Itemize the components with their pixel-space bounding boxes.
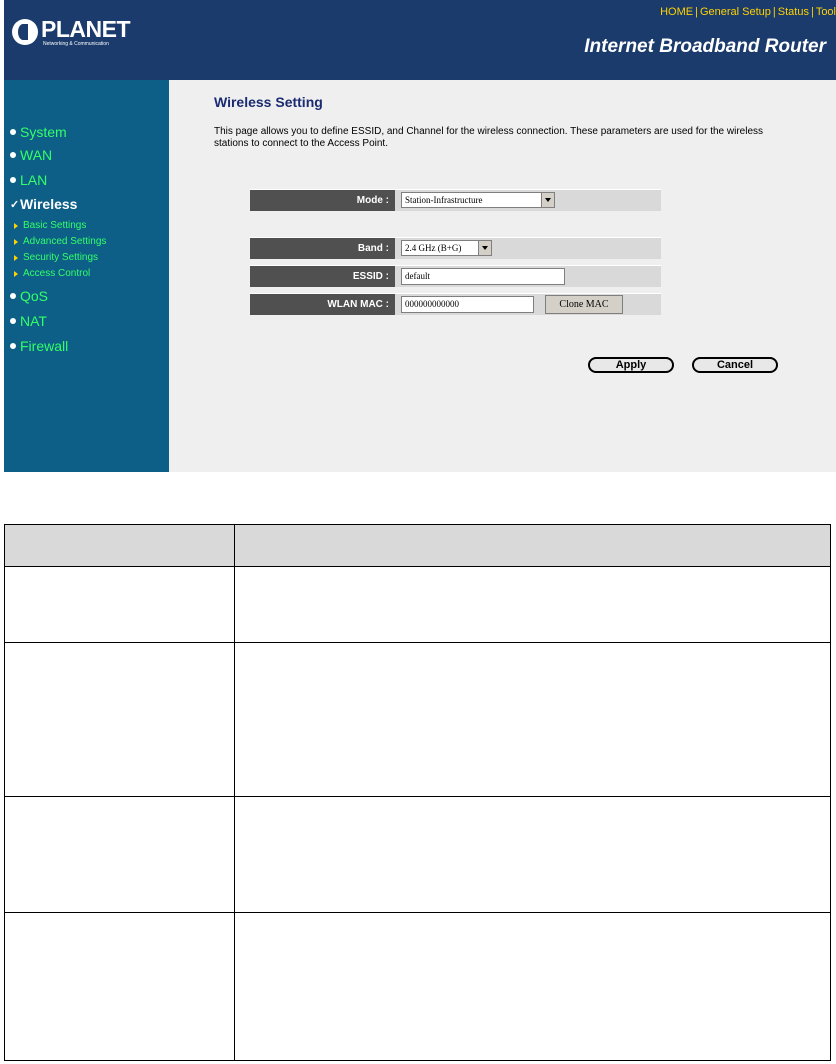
sidebar-item-wan[interactable] <box>10 147 52 163</box>
sidebar-sub-label: Access Control <box>23 268 91 279</box>
sidebar-item-label: NAT <box>20 313 47 329</box>
link-tool[interactable]: Tool <box>815 6 836 18</box>
table-cell <box>5 797 235 913</box>
link-home[interactable]: HOME <box>660 6 694 18</box>
mode-label: Mode : <box>250 190 395 211</box>
sidebar-item-lan[interactable] <box>10 172 47 188</box>
table-cell <box>5 567 235 643</box>
sidebar-item-label: QoS <box>20 288 49 304</box>
band-select-value: 2.4 GHz (B+G) <box>405 243 462 253</box>
sidebar-item-wireless[interactable] <box>10 196 77 212</box>
arrow-right-icon <box>14 239 18 245</box>
sidebar-sub-label: Advanced Settings <box>23 236 107 247</box>
table-cell <box>5 643 235 797</box>
sidebar-item-nat[interactable] <box>10 313 47 329</box>
checkmark-icon: ✓ <box>10 198 20 211</box>
table-header-cell <box>235 525 831 567</box>
table-header-row <box>5 525 831 567</box>
table-cell <box>235 643 831 797</box>
mode-select-value: Station-Infrastructure <box>405 195 483 205</box>
sidebar-item-label: System <box>20 124 67 140</box>
header-bar <box>4 0 836 80</box>
planet-logo-icon <box>12 19 38 45</box>
sidebar-item-qos[interactable] <box>10 288 48 304</box>
parameter-table <box>4 524 831 1061</box>
table-row <box>5 643 831 797</box>
table-cell <box>235 797 831 913</box>
band-label: Band : <box>250 238 395 259</box>
link-status[interactable]: Status <box>777 6 809 18</box>
wlan-mac-label: WLAN MAC : <box>250 294 395 315</box>
planet-logo <box>12 12 130 52</box>
sidebar-item-label: WAN <box>20 147 53 163</box>
sidebar-item-label: Firewall <box>20 338 69 354</box>
table-row <box>5 797 831 913</box>
sidebar-item-label: Wireless <box>20 196 78 212</box>
bullet-icon <box>10 152 16 158</box>
sidebar-item-firewall[interactable] <box>10 338 68 354</box>
sidebar-sub-basic-settings[interactable] <box>14 220 86 231</box>
chevron-down-icon[interactable] <box>541 193 554 207</box>
sidebar-item-system[interactable] <box>10 124 67 140</box>
table-cell <box>5 913 235 1061</box>
mode-row <box>250 189 661 211</box>
table-row <box>5 913 831 1061</box>
logo-tagline: Networking & Communication <box>43 41 109 47</box>
table-cell <box>235 567 831 643</box>
arrow-right-icon <box>14 255 18 261</box>
top-links: HOME | General Setup | Status | Tool <box>660 6 836 18</box>
sidebar-sub-label: Basic Settings <box>23 220 87 231</box>
arrow-right-icon <box>14 223 18 229</box>
table-header-cell <box>5 525 235 567</box>
logo-text: PLANET <box>41 16 130 42</box>
essid-row <box>250 265 661 287</box>
bullet-icon <box>10 177 16 183</box>
page-title: Wireless Setting <box>214 94 323 110</box>
table-row <box>5 567 831 643</box>
page-description: This page allows you to define ESSID, and Channel for the wireless connection. These parameters are used for the wireless stations to connect to the Access Point. <box>214 126 763 149</box>
table-cell <box>235 913 831 1061</box>
mode-select[interactable] <box>401 192 555 208</box>
band-select[interactable] <box>401 240 492 256</box>
sidebar-sub-advanced-settings[interactable] <box>14 236 106 247</box>
apply-button[interactable]: Apply <box>588 357 674 373</box>
bullet-icon <box>10 129 16 135</box>
bullet-icon <box>10 343 16 349</box>
product-title: Internet Broadband Router <box>584 36 826 57</box>
bullet-icon <box>10 318 16 324</box>
essid-input[interactable]: default <box>401 268 565 285</box>
wlan-mac-input[interactable]: 000000000000 <box>401 296 534 313</box>
sidebar-item-label: LAN <box>20 172 48 188</box>
wlan-mac-row <box>250 293 661 315</box>
band-row <box>250 237 661 259</box>
essid-label: ESSID : <box>250 266 395 287</box>
arrow-right-icon <box>14 271 18 277</box>
cancel-button[interactable]: Cancel <box>692 357 778 373</box>
clone-mac-button[interactable]: Clone MAC <box>545 295 623 314</box>
chevron-down-icon[interactable] <box>478 241 491 255</box>
sidebar-nav <box>4 80 169 472</box>
sidebar-sub-access-control[interactable] <box>14 268 90 279</box>
sidebar-sub-label: Security Settings <box>23 252 99 263</box>
main-content <box>169 80 836 472</box>
sidebar-sub-security-settings[interactable] <box>14 252 98 263</box>
router-screenshot <box>4 0 836 472</box>
bullet-icon <box>10 293 16 299</box>
link-general-setup[interactable]: General Setup <box>699 6 771 18</box>
